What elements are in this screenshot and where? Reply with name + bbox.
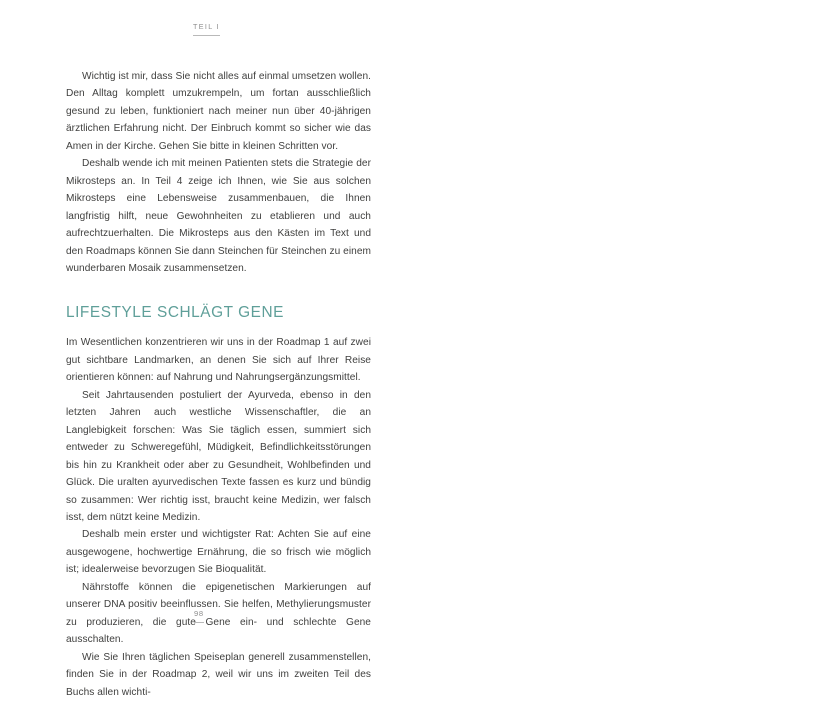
paragraph: Deshalb wende ich mit meinen Patienten stets die Strategie der Mikrosteps an. In Teil 4 zeige ich Ihnen, wie Sie aus solchen Mikrosteps eine Lebensweise zusammenbauen, die Ihnen langfristig hilft, neue Gewohnheiten zu etablieren und auch aufrechtzuerhalten. Die Mikrosteps aus den Kästen im Text und den Roadmaps können Sie dann Steinchen für Steinchen zu einem wunderbaren Mosaik zusammensetzen.: [66, 158, 371, 274]
page-number-left: 98: [194, 609, 204, 623]
paragraph: Nährstoffe können die epigenetischen Markierungen auf unserer DNA positiv beeinflussen. Sie helfen, Methylierungsmuster zu produzieren, die gute Gene ein- und schlechte Gene ausschalten.: [66, 581, 371, 646]
paragraph: Deshalb mein erster und wichtigster Rat: Achten Sie auf eine ausgewogene, hochwertige Ernährung, die so frisch wie möglich ist; idealerweise bevorzugen Sie Bioqualität.: [66, 529, 371, 576]
spacer: [66, 277, 371, 303]
section-heading-lifestyle: LIFESTYLE SCHLÄGT GENE: [66, 304, 284, 322]
paragraph: Wie Sie Ihren täglichen Speiseplan generell zusammenstellen, finden Sie in der Roadmap 2, weil wir uns im zweiten Teil des Buchs allen wichti-: [66, 651, 371, 698]
paragraph: Wichtig ist mir, dass Sie nicht alles auf einmal umsetzen wollen. Den Alltag komplett umzukrempeln, um fortan ausschließlich gesund zu leben, funktioniert nach meiner nun über 40-jährigen ärztlichen Erfahrung nicht. Der Einbruch kommt so sicher wie das Amen in der Kirche. Gehen Sie bitte in kleinen Schritten vor.: [66, 71, 371, 152]
paragraph: Seit Jahrtausenden postuliert der Ayurveda, ebenso in den letzten Jahren auch westliche Wissenschaftler, die an Langlebigkeit forschen: Was Sie täglich essen, summiert sich entweder zu Schweregefühl, Müdigkeit, Befindlichkeitsstörungen bis hin zu Krankheit oder aber zu Gesundheit, Wohlbefinden und Glück. Die uralten ayurvedischen Texte fassen es kurz und bündig so zusammen: Wer richtig isst, braucht keine Medizin, wer falsch isst, dem nützt keine Medizin.: [66, 389, 371, 523]
spacer: [66, 323, 371, 334]
left-page-text-column: [66, 68, 371, 701]
running-head-left: TEIL I: [193, 22, 220, 36]
paragraph: Im Wesentlichen konzentrieren wir uns in der Roadmap 1 auf zwei gut sichtbare Landmarken, an denen Sie sich auf Ihrer Reise orientieren können: auf Nahrung und Nahrungsergänzungsmittel.: [66, 337, 371, 384]
right-page: [407, 0, 814, 648]
left-page: [0, 0, 407, 698]
